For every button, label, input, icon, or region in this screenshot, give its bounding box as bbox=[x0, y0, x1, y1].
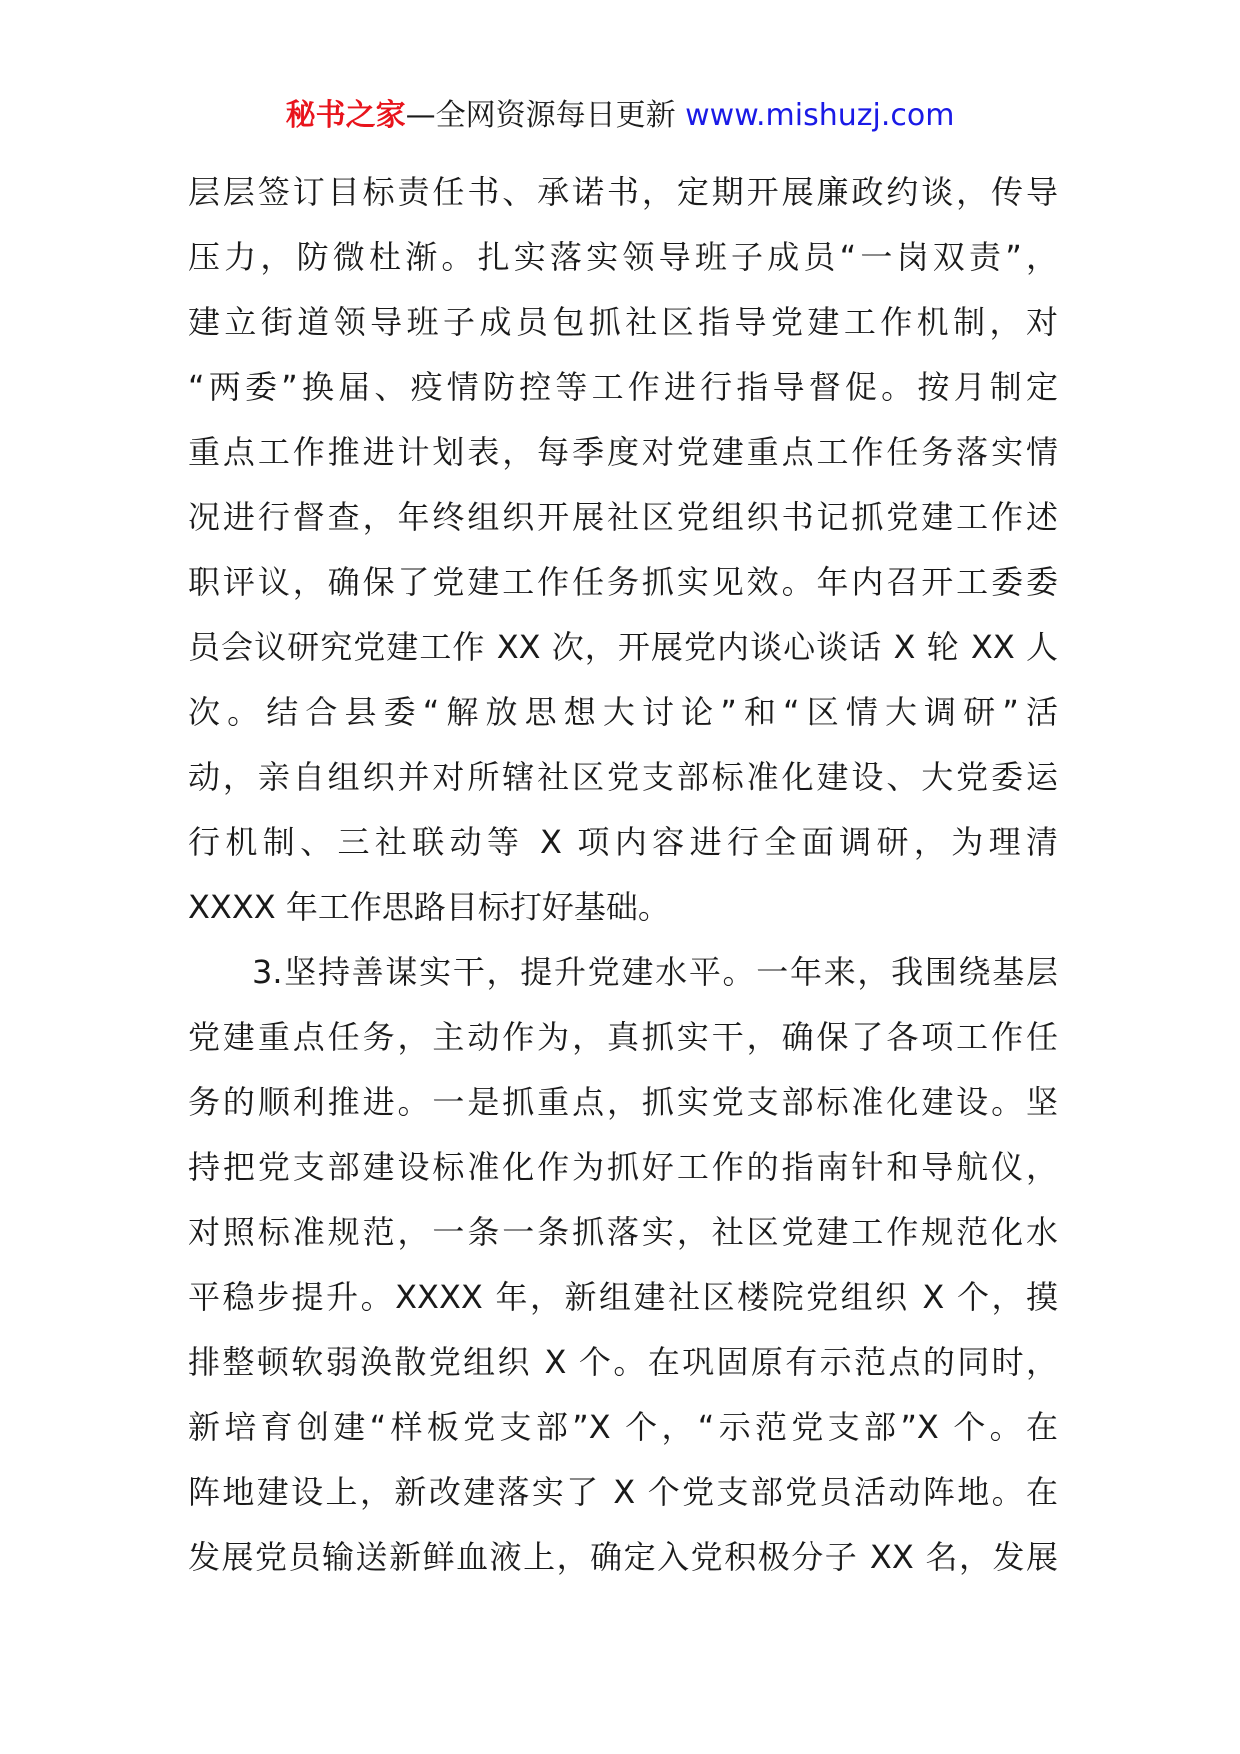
text-line: 员会议研究党建工作 XX 次，开展党内谈心谈话 X 轮 XX 人 bbox=[188, 628, 1058, 666]
text-line: 新培育创建“样板党支部”X 个，“示范党支部”X 个。在 bbox=[188, 1408, 1058, 1446]
text-line: 重点工作推进计划表，每季度对党建重点工作任务落实情 bbox=[188, 433, 1058, 471]
text-line: 阵地建设上，新改建落实了 X 个党支部党员活动阵地。在 bbox=[188, 1473, 1058, 1511]
text-line: 次。结合县委“解放思想大讨论”和“区情大调研”活 bbox=[188, 693, 1058, 731]
brand-name: 秘书之家 bbox=[285, 98, 406, 133]
paragraph bbox=[188, 940, 1058, 1590]
text-line: 务的顺利推进。一是抓重点，抓实党支部标准化建设。坚 bbox=[188, 1083, 1058, 1121]
text-line: “两委”换届、疫情防控等工作进行指导督促。按月制定 bbox=[188, 368, 1058, 406]
text-line: 持把党支部建设标准化作为抓好工作的指南针和导航仪， bbox=[188, 1148, 1058, 1186]
paragraph bbox=[188, 160, 1058, 940]
text-line: 建立街道领导班子成员包抓社区指导党建工作机制，对 bbox=[188, 303, 1058, 341]
text-line: 党建重点任务，主动作为，真抓实干，确保了各项工作任 bbox=[188, 1018, 1058, 1056]
text-line: 发展党员输送新鲜血液上，确定入党积极分子 XX 名，发展 bbox=[188, 1538, 1058, 1576]
text-line: 对照标准规范，一条一条抓落实，社区党建工作规范化水 bbox=[188, 1213, 1058, 1251]
text-line: 排整顿软弱涣散党组织 X 个。在巩固原有示范点的同时， bbox=[188, 1343, 1058, 1381]
watermark-header bbox=[0, 96, 1240, 136]
text-line: 压力，防微杜渐。扎实落实领导班子成员“一岗双责”， bbox=[188, 238, 1058, 276]
document-body bbox=[188, 160, 1058, 1590]
text-line: 行机制、三社联动等 X 项内容进行全面调研，为理清 bbox=[188, 823, 1058, 861]
text-line: 动，亲自组织并对所辖社区党支部标准化建设、大党委运 bbox=[188, 758, 1058, 796]
text-line: XXXX 年工作思路目标打好基础。 bbox=[188, 888, 670, 926]
text-line: 层层签订目标责任书、承诺书，定期开展廉政约谈，传导 bbox=[188, 173, 1058, 211]
header-tagline: —全网资源每日更新 bbox=[405, 98, 686, 133]
text-line: 职评议，确保了党建工作任务抓实见效。年内召开工委委 bbox=[188, 563, 1058, 601]
text-line: 况进行督查，年终组织开展社区党组织书记抓党建工作述 bbox=[188, 498, 1058, 536]
site-url-link[interactable]: www.mishuzj.com bbox=[685, 98, 955, 133]
section-heading-line: 3.坚持善谋实干，提升党建水平。一年来，我围绕基层 bbox=[252, 953, 1058, 991]
text-line: 平稳步提升。XXXX 年，新组建社区楼院党组织 X 个，摸 bbox=[188, 1278, 1058, 1316]
